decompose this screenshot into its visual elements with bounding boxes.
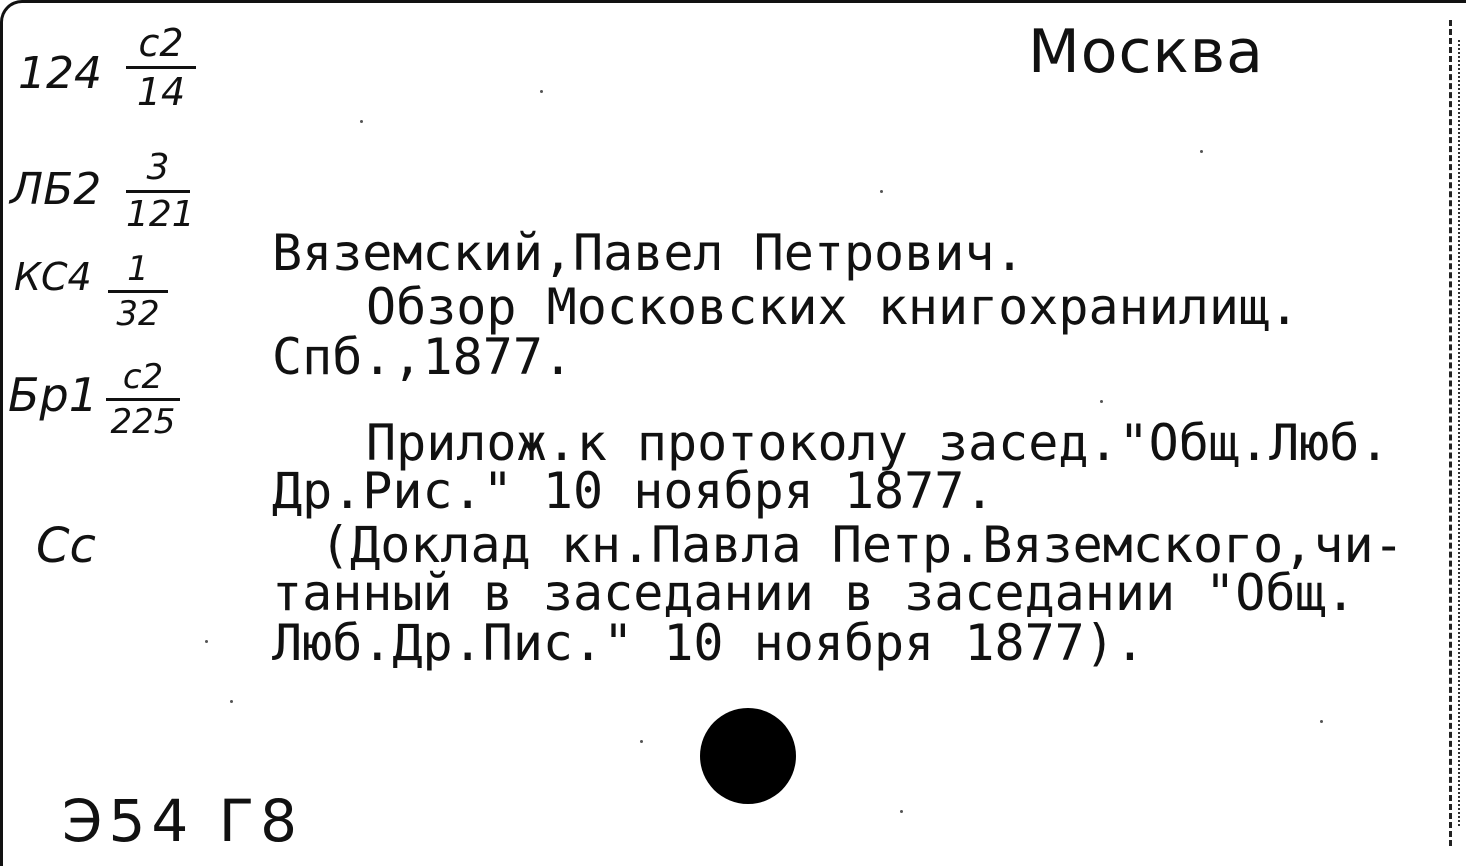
paper-speck: [230, 700, 233, 703]
note-line: танный в заседании в заседании "Общ.: [272, 564, 1356, 622]
note-line: (Доклад кн.Павла Петр.Вяземского,чи-: [320, 516, 1404, 574]
paper-speck: [640, 740, 643, 743]
shelf-mark-fraction: [108, 249, 168, 334]
right-edge-rule-secondary: [1458, 40, 1460, 826]
city-label: Москва: [1028, 17, 1264, 87]
paper-speck: [900, 810, 903, 813]
note-line: Прилож.к протоколу засед."Общ.Люб.: [366, 414, 1390, 472]
shelf-mark-fraction: [106, 357, 180, 442]
shelf-mark-numerator: с2: [106, 360, 180, 401]
shelf-mark-denominator: 14: [136, 70, 186, 114]
paper-speck: [1320, 720, 1323, 723]
paper-speck: [540, 90, 543, 93]
punch-hole: [700, 708, 796, 804]
imprint-line: Спб.,1877.: [272, 328, 574, 386]
note-line: Люб.Др.Пис." 10 ноября 1877).: [272, 614, 1145, 672]
shelf-mark-denominator: 121: [126, 194, 195, 235]
shelf-mark-numerator: 1: [108, 252, 168, 293]
shelf-mark-denominator: 32: [116, 294, 160, 334]
shelf-mark-prefix: КС4: [14, 255, 92, 299]
note-line: Др.Рис." 10 ноября 1877.: [272, 462, 995, 520]
shelf-mark-prefix: Бр1: [8, 368, 99, 422]
inventory-number: Э54 Г8: [62, 787, 304, 855]
shelf-mark-numerator: с2: [126, 24, 196, 69]
handwritten-mark: Сс: [36, 518, 96, 574]
right-edge-rule: [1449, 20, 1452, 846]
shelf-mark-prefix: ЛБ2: [10, 164, 102, 215]
paper-speck: [1100, 400, 1103, 403]
shelf-mark-fraction: [126, 147, 195, 235]
paper-speck: [360, 120, 363, 123]
title-line: Обзор Московских книгохранилищ.: [366, 278, 1300, 336]
paper-speck: [1200, 150, 1203, 153]
shelf-mark-denominator: 225: [110, 402, 176, 442]
paper-speck: [205, 640, 208, 643]
shelf-mark-fraction: [126, 21, 196, 114]
author-line: Вяземский,Павел Петрович.: [272, 224, 1025, 282]
shelf-mark-numerator: 3: [126, 150, 190, 193]
shelf-mark-prefix: 124: [18, 48, 102, 99]
paper-speck: [880, 190, 883, 193]
